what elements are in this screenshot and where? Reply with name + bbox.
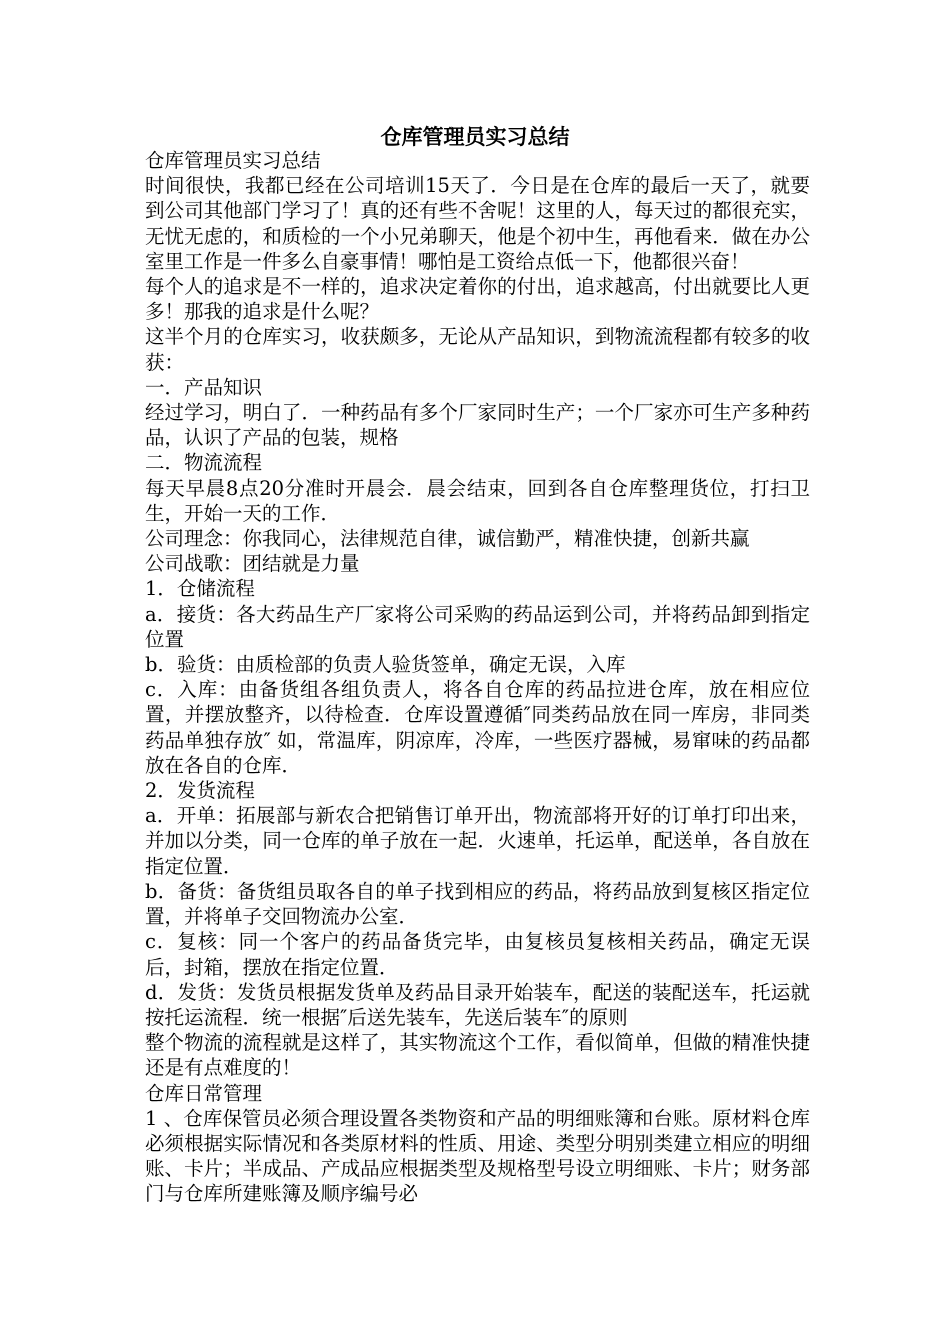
document-body <box>145 148 810 1207</box>
paragraph: 每天早晨8点20分准时开晨会．晨会结束，回到各自仓库整理货位，打扫卫生，开始一天的工作． <box>145 476 810 525</box>
paragraph: 公司战歌：团结就是力量 <box>145 552 360 576</box>
list-item: d．发货：发货员根据发货单及药品目录开始装车，配送的装配送车，托运就按托运流程．统一根据″后送先装车，先送后装车″的原则 <box>145 980 810 1029</box>
paragraph: 这半个月的仓库实习，收获颇多，无论从产品知识，到物流流程都有较多的收获： <box>145 325 810 374</box>
section-heading: 仓库日常管理 <box>145 1081 263 1105</box>
subsection-heading: 2．发货流程 <box>145 779 255 803</box>
paragraph: 每个人的追求是不一样的，追求决定着你的付出，追求越高，付出就要比人更多！那我的追求是什么呢？ <box>145 275 810 324</box>
section-heading: 二．物流流程 <box>145 451 263 475</box>
paragraph: 1 、仓库保管员必须合理设置各类物资和产品的明细账簿和台账。原材料仓库必须根据实际情况和各类原材料的性质、用途、类型分明别类建立相应的明细账、卡片；半成品、产成品应根据类型及规格型号设立明细账、卡片；财务部门与仓库所建账簿及顺序编号必 <box>145 1106 810 1206</box>
list-item: a．开单：拓展部与新农合把销售订单开出，物流部将开好的订单打印出来，并加以分类，同一仓库的单子放在一起．火速单，托运单，配送单，各自放在指定位置． <box>145 804 810 878</box>
list-item: b．备货：备货组员取各自的单子找到相应的药品，将药品放到复核区指定位置，并将单子交回物流办公室． <box>145 879 810 929</box>
document-title: 仓库管理员实习总结 <box>380 125 570 149</box>
paragraph: 公司理念：你我同心，法律规范自律，诚信勤严，精准快捷，创新共赢 <box>145 527 750 551</box>
list-item: b．验货：由质检部的负责人验货签单，确定无误，入库 <box>145 653 626 677</box>
paragraph-heading: 仓库管理员实习总结 <box>145 149 321 172</box>
section-heading: 一．产品知识 <box>145 375 263 399</box>
list-item: c．复核：同一个客户的药品备货完毕，由复核员复核相关药品，确定无误后，封箱，摆放在指定位置． <box>145 930 810 979</box>
paragraph: 经过学习，明白了．一种药品有多个厂家同时生产；一个厂家亦可生产多种药品，认识了产品的包装，规格 <box>145 401 810 450</box>
list-item: c．入库：由备货组各组负责人，将各自仓库的药品拉进仓库，放在相应位置，并摆放整齐，以待检查．仓库设置遵循″同类药品放在同一库房，非同类药品单独存放″ 如，常温库，阴凉库，冷库，一些医疗器械，易窜味的药品都放在各自的仓库． <box>145 678 810 777</box>
subsection-heading: 1．仓储流程 <box>145 577 255 601</box>
paragraph: 整个物流的流程就是这样了，其实物流这个工作，看似简单，但做的精准快捷还是有点难度的！ <box>145 1031 810 1080</box>
paragraph: 时间很快，我都已经在公司培训15天了．今日是在仓库的最后一天了，就要到公司其他部门学习了！真的还有些不舍呢！这里的人，每天过的都很充实，无忧无虑的，和质检的一个小兄弟聊天，他是个初中生，再他看来．做在办公室里工作是一件多么自豪事情！哪怕是工资给点低一下，他都很兴奋！ <box>145 174 810 273</box>
list-item: a．接货：各大药品生产厂家将公司采购的药品运到公司，并将药品卸到指定位置 <box>145 602 810 651</box>
